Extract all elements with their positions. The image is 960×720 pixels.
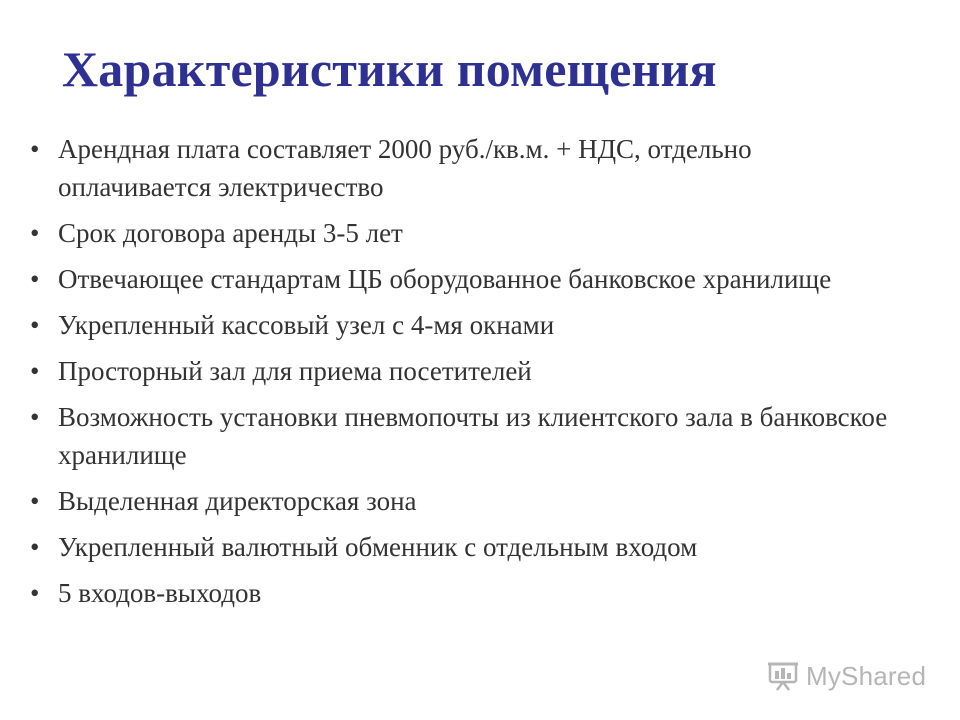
bullet-dot: • bbox=[30, 356, 40, 386]
bullet-text: Арендная плата составляет 2000 руб./кв.м. + НДС, отдельно оплачивается электричество bbox=[58, 134, 752, 202]
bullet-text: Укрепленный валютный обменник с отдельным входом bbox=[58, 532, 698, 562]
presentation-board-icon bbox=[766, 659, 800, 693]
bullet-text: Укрепленный кассовый узел с 4-мя окнами bbox=[58, 310, 555, 340]
bullet-text: Просторный зал для приема посетителей bbox=[58, 356, 532, 386]
bullet-dot: • bbox=[30, 532, 40, 562]
bullet-list bbox=[30, 130, 890, 620]
bullet-text: Выделенная директорская зона bbox=[58, 486, 417, 516]
bullet-item bbox=[30, 398, 890, 474]
bullet-item bbox=[30, 528, 890, 566]
myshared-watermark bbox=[766, 656, 926, 696]
bullet-dot: • bbox=[30, 218, 40, 248]
bullet-item bbox=[30, 130, 890, 206]
bullet-item bbox=[30, 482, 890, 520]
bullet-item bbox=[30, 214, 890, 252]
bullet-item bbox=[30, 352, 890, 390]
slide-title: Характеристики помещения bbox=[62, 41, 717, 97]
bullet-dot: • bbox=[30, 310, 40, 340]
bullet-item bbox=[30, 306, 890, 344]
bullet-item bbox=[30, 574, 890, 612]
bullet-dot: • bbox=[30, 134, 40, 164]
bullet-text: Срок договора аренды 3-5 лет bbox=[58, 218, 403, 248]
bullet-text: Отвечающее стандартам ЦБ оборудованное банковское хранилище bbox=[58, 264, 832, 294]
bullet-dot: • bbox=[30, 402, 40, 432]
watermark-text: MyShared bbox=[806, 660, 927, 691]
bullet-item bbox=[30, 260, 890, 298]
bullet-text: 5 входов-выходов bbox=[58, 578, 262, 608]
bullet-dot: • bbox=[30, 486, 40, 516]
bullet-dot: • bbox=[30, 578, 40, 608]
bullet-dot: • bbox=[30, 264, 40, 294]
bullet-text: Возможность установки пневмопочты из клиентского зала в банковское хранилище bbox=[58, 402, 888, 470]
